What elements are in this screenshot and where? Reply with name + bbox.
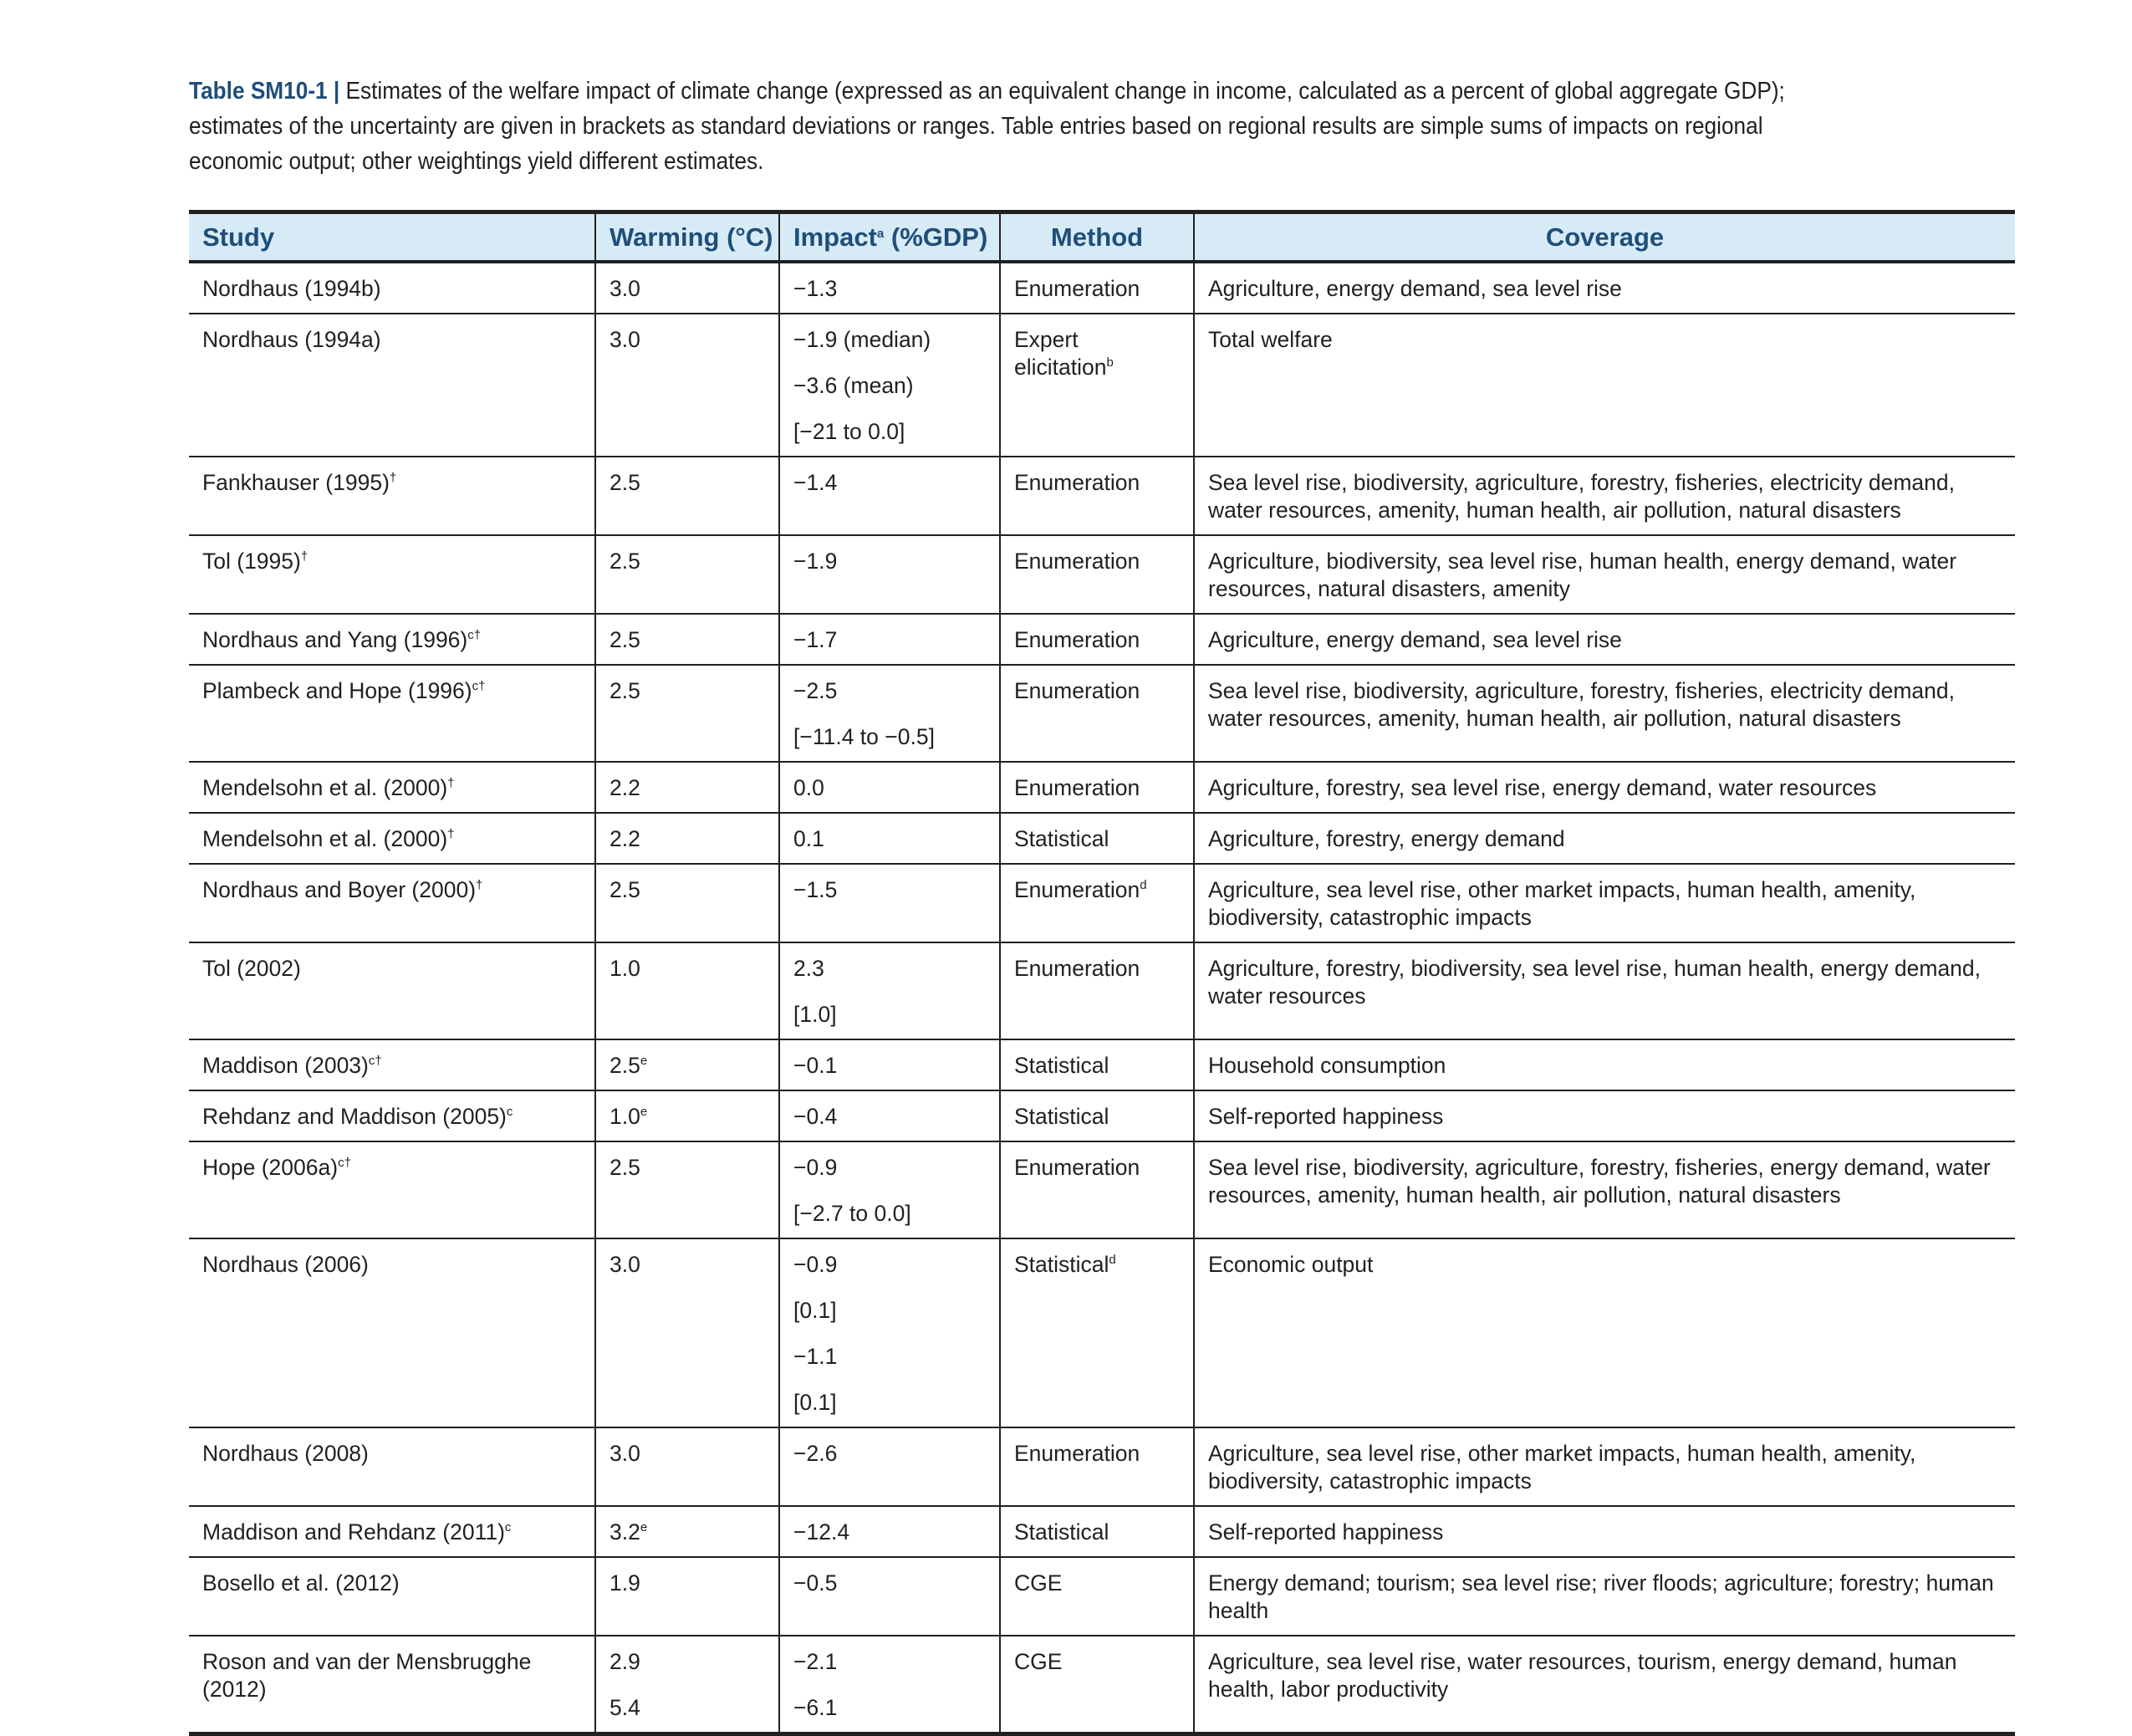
method-cell xyxy=(1000,457,1194,535)
coverage-cell: Agriculture, sea level rise, other market impacts, human health, amenity, biodiversity, catastrophic impacts xyxy=(1194,1427,2015,1506)
method-cell xyxy=(1000,614,1194,665)
coverage-cell: Sea level rise, biodiversity, agriculture, forestry, fisheries, energy demand, water resources, amenity, human health, air pollution, natural disasters xyxy=(1194,1141,2015,1238)
impact-cell xyxy=(779,1090,1000,1141)
warming-number: 2.9 xyxy=(610,1649,640,1674)
method-name: Enumeration xyxy=(1014,470,1140,495)
impact-cell xyxy=(779,864,1000,942)
warming-value xyxy=(610,1570,765,1597)
method-cell xyxy=(1000,1557,1194,1636)
study-footnote-mark: † xyxy=(447,827,455,841)
impact-value: −3.6 (mean) xyxy=(793,373,914,398)
table-body xyxy=(189,262,2015,1734)
table-row xyxy=(189,314,2015,457)
warming-cell xyxy=(595,864,779,942)
warming-cell xyxy=(595,1238,779,1427)
warming-cell xyxy=(595,1090,779,1141)
impact-value: 0.1 xyxy=(793,826,824,851)
method-footnote-mark: d xyxy=(1140,878,1147,892)
impact-value: −2.1 xyxy=(793,1649,838,1674)
warming-cell xyxy=(595,1039,779,1090)
coverage-cell: Self-reported happiness xyxy=(1194,1506,2015,1557)
study-cell xyxy=(189,1039,595,1090)
study-name: Roson and van der Mensbrugghe (2012) xyxy=(202,1649,532,1702)
method-cell xyxy=(1000,864,1194,942)
study-footnote-mark: † xyxy=(476,878,483,892)
warming-value xyxy=(610,1519,765,1546)
impact-value: −0.9 xyxy=(793,1252,838,1277)
warming-cell xyxy=(595,1427,779,1506)
table-row xyxy=(189,665,2015,762)
warming-cell xyxy=(595,1557,779,1636)
method-cell xyxy=(1000,1141,1194,1238)
warming-value xyxy=(610,548,765,575)
study-cell xyxy=(189,1090,595,1141)
impact-cell xyxy=(779,1039,1000,1090)
impact-value: [1.0] xyxy=(793,1002,837,1027)
warming-value xyxy=(610,1648,765,1676)
study-cell xyxy=(189,813,595,864)
method-name: CGE xyxy=(1014,1649,1063,1674)
impact-value: [0.1] xyxy=(793,1390,837,1415)
warming-value xyxy=(610,1103,765,1131)
method-cell xyxy=(1000,262,1194,314)
study-footnote-mark: c xyxy=(504,1520,512,1534)
table-row xyxy=(189,1141,2015,1238)
method-footnote-mark: b xyxy=(1106,355,1114,370)
warming-value xyxy=(610,677,765,705)
warming-value xyxy=(610,1052,765,1080)
warming-value xyxy=(610,1440,765,1468)
warming-number: 3.0 xyxy=(610,1441,640,1466)
study-name: Bosello et al. (2012) xyxy=(202,1570,400,1596)
warming-cell xyxy=(595,762,779,813)
warming-cell xyxy=(595,942,779,1039)
coverage-cell: Agriculture, forestry, biodiversity, sea level rise, human health, energy demand, water resources xyxy=(1194,942,2015,1039)
method-name: Statistical xyxy=(1014,1104,1109,1129)
impact-value: −12.4 xyxy=(793,1519,850,1545)
study-cell xyxy=(189,1506,595,1557)
method-cell xyxy=(1000,762,1194,813)
impact-value: −1.9 xyxy=(793,549,838,574)
warming-number: 2.2 xyxy=(610,775,640,800)
study-name: Nordhaus (1994a) xyxy=(202,327,381,352)
coverage-cell: Agriculture, biodiversity, sea level rise, human health, energy demand, water resources, natural disasters, amenity xyxy=(1194,535,2015,614)
table-caption-text: Estimates of the welfare impact of climate change (expressed as an equivalent change in income, calculated as a percent of global aggregate GDP); estimates of the uncertainty are given in brackets as standard deviations or ranges. Table entries based on regional results are simple sums of impacts on regional economic output; other weightings yield different estimates. xyxy=(189,78,1785,175)
method-name: Enumeration xyxy=(1014,1441,1140,1466)
impact-cell xyxy=(779,1141,1000,1238)
impact-cell xyxy=(779,1238,1000,1427)
method-name: Enumeration xyxy=(1014,549,1140,574)
study-name: Tol (1995) xyxy=(202,549,301,574)
impact-cell xyxy=(779,1506,1000,1557)
warming-number: 2.5 xyxy=(610,877,640,902)
warming-footnote-mark: e xyxy=(640,1520,648,1534)
warming-value xyxy=(610,469,765,497)
warming-number: 2.5 xyxy=(610,549,640,574)
header-method: Method xyxy=(1000,212,1194,263)
table-row xyxy=(189,1506,2015,1557)
study-name: Fankhauser (1995) xyxy=(202,470,390,495)
study-cell xyxy=(189,864,595,942)
method-cell xyxy=(1000,1238,1194,1427)
impact-cell xyxy=(779,942,1000,1039)
header-coverage: Coverage xyxy=(1194,212,2015,263)
coverage-cell: Agriculture, forestry, energy demand xyxy=(1194,813,2015,864)
method-name: Enumeration xyxy=(1014,877,1140,902)
coverage-cell: Self-reported happiness xyxy=(1194,1090,2015,1141)
study-name: Maddison (2003) xyxy=(202,1053,369,1078)
study-name: Nordhaus (2006) xyxy=(202,1252,369,1277)
study-cell xyxy=(189,457,595,535)
warming-value xyxy=(610,1694,765,1722)
table-row xyxy=(189,813,2015,864)
impact-cell xyxy=(779,314,1000,457)
warming-number: 2.5 xyxy=(610,1155,640,1180)
study-name: Nordhaus (2008) xyxy=(202,1441,369,1466)
study-name: Nordhaus and Boyer (2000) xyxy=(202,877,477,902)
warming-cell xyxy=(595,614,779,665)
coverage-cell: Agriculture, sea level rise, water resources, tourism, energy demand, human health, labor productivity xyxy=(1208,1649,1957,1702)
warming-number: 2.5 xyxy=(610,1053,640,1078)
method-name: Enumeration xyxy=(1014,678,1140,703)
impact-value: 2.3 xyxy=(793,956,824,981)
impact-value: −1.9 (median) xyxy=(793,327,931,352)
study-footnote-mark: c† xyxy=(467,628,482,642)
warming-number: 3.0 xyxy=(610,1252,640,1277)
method-cell xyxy=(1000,813,1194,864)
impact-cell xyxy=(779,535,1000,614)
method-name: Enumeration xyxy=(1014,1155,1140,1180)
warming-cell xyxy=(595,813,779,864)
impact-value: [−11.4 to −0.5] xyxy=(793,724,935,749)
method-name: Statistical xyxy=(1014,826,1109,851)
coverage-cell: Economic output xyxy=(1194,1238,2015,1427)
table-row xyxy=(189,1090,2015,1141)
warming-number: 5.4 xyxy=(610,1695,640,1720)
study-footnote-mark: † xyxy=(389,471,397,485)
impact-cell xyxy=(779,457,1000,535)
method-footnote-mark: d xyxy=(1109,1253,1116,1267)
table-row xyxy=(189,864,2015,942)
study-cell xyxy=(189,665,595,762)
method-name: CGE xyxy=(1014,1570,1063,1596)
header-impact-footnote: a xyxy=(876,226,885,241)
study-cell xyxy=(189,1427,595,1506)
impact-value: −1.1 xyxy=(793,1344,838,1369)
impact-value: [−2.7 to 0.0] xyxy=(793,1201,911,1226)
method-cell xyxy=(1000,1090,1194,1141)
impact-value: −1.5 xyxy=(793,877,838,902)
impact-cell xyxy=(779,762,1000,813)
study-cell xyxy=(189,535,595,614)
warming-cell xyxy=(595,314,779,457)
study-name: Nordhaus and Yang (1996) xyxy=(202,627,468,652)
impact-value: −1.7 xyxy=(793,627,838,652)
table-row xyxy=(189,1039,2015,1090)
header-study: Study xyxy=(189,212,595,263)
warming-number: 3.2 xyxy=(610,1519,640,1545)
table-caption-label: Table SM10-1 | xyxy=(189,78,340,105)
warming-cell xyxy=(595,457,779,535)
impact-value: [0.1] xyxy=(793,1298,837,1323)
study-cell xyxy=(189,262,595,314)
method-name: Statistical xyxy=(1014,1519,1109,1545)
method-cell xyxy=(1000,314,1194,457)
table-row xyxy=(189,1427,2015,1506)
table-row xyxy=(189,1238,2015,1427)
impact-value: −0.1 xyxy=(793,1053,838,1078)
coverage-cell: Sea level rise, biodiversity, agriculture, forestry, fisheries, electricity demand, water resources, amenity, human health, air pollution, natural disasters xyxy=(1194,457,2015,535)
study-name: Tol (2002) xyxy=(202,956,301,981)
impact-cell xyxy=(779,665,1000,762)
study-footnote-mark: c† xyxy=(368,1054,382,1068)
method-name: Enumeration xyxy=(1014,627,1140,652)
warming-number: 2.2 xyxy=(610,826,640,851)
method-cell xyxy=(1000,1506,1194,1557)
study-name: Maddison and Rehdanz (2011) xyxy=(202,1519,505,1545)
impact-cell xyxy=(779,813,1000,864)
impact-value: −6.1 xyxy=(793,1695,838,1720)
coverage-cell: Household consumption xyxy=(1194,1039,2015,1090)
method-name: Enumeration xyxy=(1014,775,1140,800)
table-row xyxy=(189,762,2015,813)
impact-cell xyxy=(779,262,1000,314)
warming-number: 3.0 xyxy=(610,327,640,352)
study-cell xyxy=(189,1238,595,1427)
coverage-cell: Total welfare xyxy=(1194,314,2015,457)
warming-number: 1.9 xyxy=(610,1570,640,1596)
impact-value: [−21 to 0.0] xyxy=(793,419,905,444)
warming-cell xyxy=(595,1141,779,1238)
study-name: Hope (2006a) xyxy=(202,1155,339,1180)
impact-value: −1.3 xyxy=(793,276,838,301)
impact-cell xyxy=(779,1557,1000,1636)
header-impact xyxy=(779,212,1000,263)
table-header xyxy=(189,212,2015,263)
coverage-cell: Agriculture, sea level rise, other market impacts, human health, amenity, biodiversity, catastrophic impacts xyxy=(1194,864,2015,942)
coverage-cell: Energy demand; tourism; sea level rise; river floods; agriculture; forestry; human health xyxy=(1194,1557,2015,1636)
warming-cell xyxy=(595,1506,779,1557)
study-footnote-mark: † xyxy=(300,549,309,564)
study-name: Rehdanz and Maddison (2005) xyxy=(202,1104,507,1129)
coverage-cell: Agriculture, energy demand, sea level rise xyxy=(1194,614,2015,665)
warming-number: 2.5 xyxy=(610,678,640,703)
warming-number: 2.5 xyxy=(610,627,640,652)
impact-value: −0.9 xyxy=(793,1155,838,1180)
warming-value xyxy=(610,1154,765,1182)
table-row xyxy=(189,942,2015,1039)
warming-cell xyxy=(595,262,779,314)
method-name: Expert elicitation xyxy=(1014,327,1107,380)
warming-cell xyxy=(595,535,779,614)
warming-cell xyxy=(595,665,779,762)
study-cell xyxy=(189,614,595,665)
table-row xyxy=(189,535,2015,614)
warming-value xyxy=(610,275,765,303)
method-cell xyxy=(1000,1427,1194,1506)
method-cell xyxy=(1000,1039,1194,1090)
study-footnote-mark: c xyxy=(506,1105,513,1119)
impact-cell xyxy=(779,1427,1000,1506)
warming-value xyxy=(610,626,765,654)
impact-value: −2.6 xyxy=(793,1441,838,1466)
warming-footnote-mark: e xyxy=(640,1054,648,1068)
method-name: Statistical xyxy=(1014,1053,1109,1078)
impact-value: 0.0 xyxy=(793,775,824,800)
impact-value: −1.4 xyxy=(793,470,838,495)
header-row xyxy=(189,212,2015,263)
study-cell xyxy=(189,1636,595,1734)
coverage-cell: Sea level rise, biodiversity, agriculture, forestry, fisheries, electricity demand, water resources, amenity, human health, air pollution, natural disasters xyxy=(1194,665,2015,762)
study-cell xyxy=(189,314,595,457)
study-cell xyxy=(189,762,595,813)
method-name: Enumeration xyxy=(1014,276,1140,301)
warming-cell xyxy=(595,1636,779,1734)
warming-value xyxy=(610,774,765,802)
warming-number: 1.0 xyxy=(610,1104,640,1129)
coverage-cell: Agriculture, forestry, sea level rise, energy demand, water resources xyxy=(1194,762,2015,813)
warming-value xyxy=(610,876,765,904)
header-impact-label: Impact xyxy=(793,222,877,252)
study-name: Nordhaus (1994b) xyxy=(202,276,381,301)
method-name: Enumeration xyxy=(1014,956,1140,981)
study-footnote-mark: c† xyxy=(338,1156,351,1170)
impact-value: −2.5 xyxy=(793,678,838,703)
method-cell xyxy=(1000,665,1194,762)
study-cell xyxy=(189,942,595,1039)
table-caption xyxy=(189,74,1843,179)
table-row xyxy=(189,614,2015,665)
table-row xyxy=(189,262,2015,314)
study-footnote-mark: c† xyxy=(472,679,486,693)
study-name: Plambeck and Hope (1996) xyxy=(202,678,472,703)
method-cell xyxy=(1000,535,1194,614)
header-warming: Warming (°C) xyxy=(595,212,779,263)
table-row xyxy=(189,457,2015,535)
warming-number: 2.5 xyxy=(610,470,640,495)
header-impact-unit: (%GDP) xyxy=(884,222,988,252)
impact-value: −0.5 xyxy=(793,1570,838,1596)
warming-value xyxy=(610,955,765,983)
study-cell xyxy=(189,1141,595,1238)
warming-number: 1.0 xyxy=(610,956,640,981)
study-cell xyxy=(189,1557,595,1636)
impact-cell xyxy=(779,614,1000,665)
study-name: Mendelsohn et al. (2000) xyxy=(202,775,448,800)
study-name: Mendelsohn et al. (2000) xyxy=(202,826,448,851)
table-row xyxy=(189,1636,2015,1734)
impact-value: −0.4 xyxy=(793,1104,838,1129)
coverage-cell: Agriculture, energy demand, sea level rise xyxy=(1194,262,2015,314)
welfare-impact-table xyxy=(189,210,2015,1736)
warming-value xyxy=(610,326,765,354)
warming-footnote-mark: e xyxy=(640,1105,648,1119)
study-footnote-mark: † xyxy=(447,776,455,790)
table-row xyxy=(189,1557,2015,1636)
warming-value xyxy=(610,825,765,853)
warming-number: 3.0 xyxy=(610,276,640,301)
method-name: Statistical xyxy=(1014,1252,1109,1277)
warming-value xyxy=(610,1251,765,1279)
method-cell xyxy=(1000,1636,1194,1734)
method-cell xyxy=(1000,942,1194,1039)
impact-cell xyxy=(779,1636,1000,1734)
